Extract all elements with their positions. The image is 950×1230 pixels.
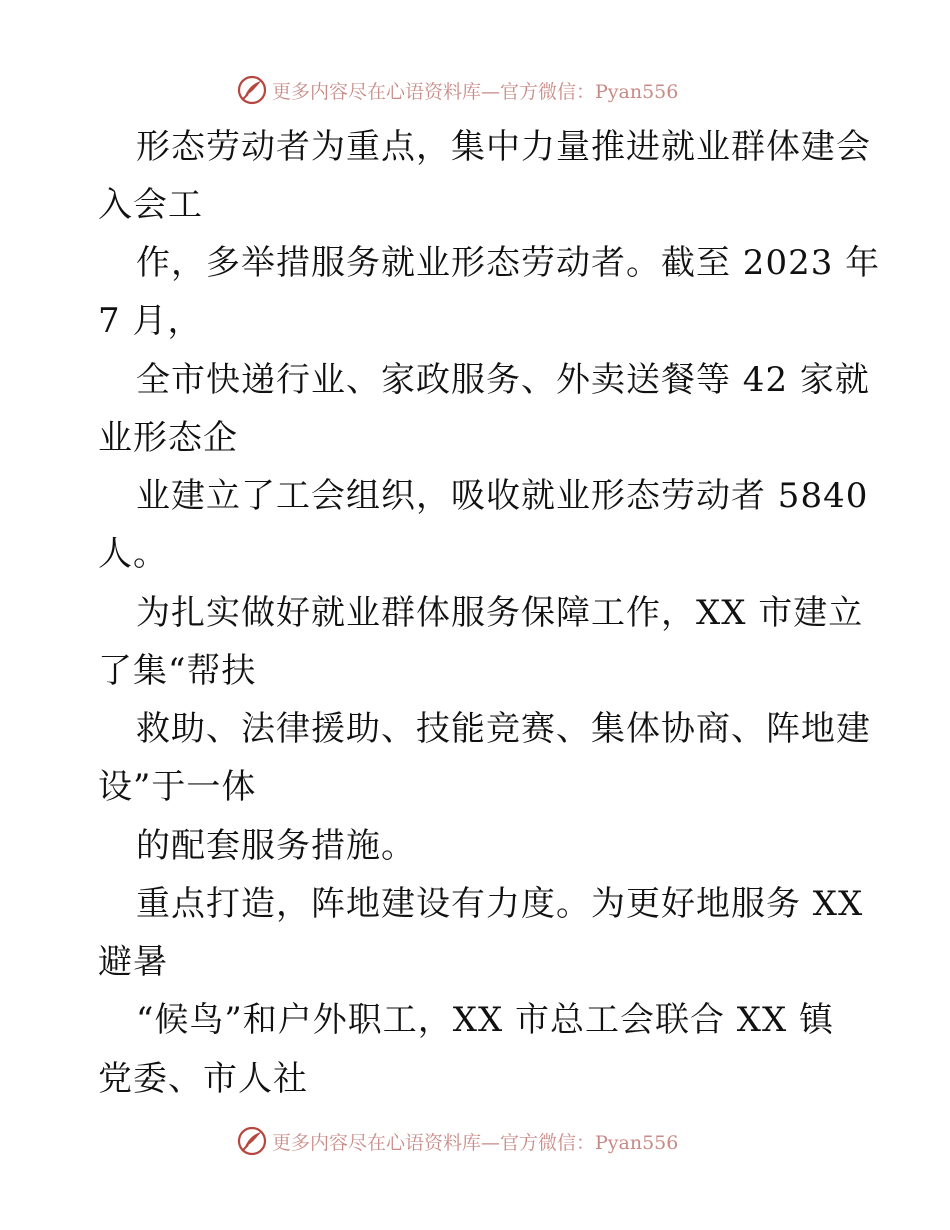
text-line: 的配套服务措施。 <box>136 826 416 866</box>
text-line: 形态劳动者为重点，集中力量推进就业群体建会 <box>136 127 871 167</box>
text-line: 全市快递行业、家政服务、外卖送餐等 42 家就 <box>136 360 870 400</box>
quill-logo-icon <box>236 74 268 106</box>
text-line: 为扎实做好就业群体服务保障工作，XX 市建立 <box>136 593 864 633</box>
text-line: 避暑 <box>98 942 168 982</box>
text-line: 重点打造，阵地建设有力度。为更好地服务 XX <box>136 884 864 924</box>
header-watermark <box>236 73 678 107</box>
text-line: 了集“帮扶 <box>98 651 257 691</box>
text-line: 入会工 <box>98 185 203 225</box>
text-line: 业建立了工会组织，吸收就业形态劳动者 5840 <box>136 476 869 516</box>
footer-watermark <box>236 1124 678 1158</box>
watermark-text: 更多内容尽在心语资料库—官方微信：Pyan556 <box>272 1131 679 1154</box>
text-line: 业形态企 <box>98 418 238 458</box>
text-line: “候鸟”和户外职工，XX 市总工会联合 XX 镇 <box>136 1000 835 1040</box>
watermark-text: 更多内容尽在心语资料库—官方微信：Pyan556 <box>272 80 679 103</box>
text-line: 救助、法律援助、技能竞赛、集体协商、阵地建 <box>136 709 871 749</box>
text-line: 党委、市人社 <box>98 1059 308 1099</box>
text-line: 7 月， <box>98 301 203 341</box>
text-line: 设”于一体 <box>98 767 257 807</box>
quill-logo-icon <box>236 1125 268 1157</box>
text-line: 人。 <box>98 534 168 574</box>
text-line: 作，多举措服务就业形态劳动者。截至 2023 年 <box>136 243 881 283</box>
